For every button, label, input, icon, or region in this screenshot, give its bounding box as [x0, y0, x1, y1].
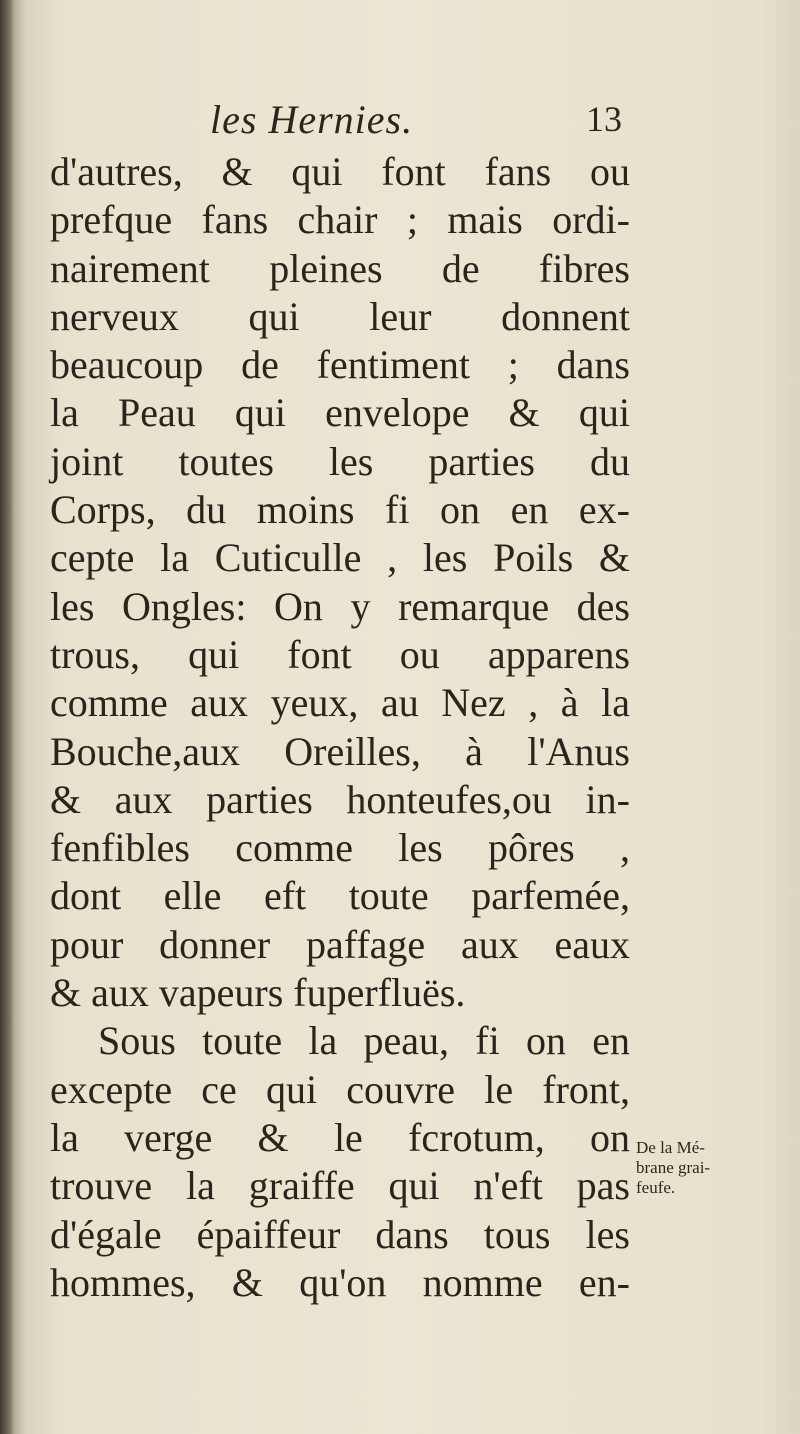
- text-line: joint toutes les parties du: [50, 438, 630, 484]
- text-line: & aux parties honteufes,ou in-: [50, 776, 630, 822]
- marginal-note-line: De la Mé-: [636, 1138, 705, 1157]
- text-line: d'autres, & qui font fans ou: [50, 149, 630, 194]
- marginal-note-line: feufe.: [636, 1178, 676, 1197]
- text-line: les Ongles: On y remarque des: [50, 583, 630, 629]
- marginal-note-line: brane grai-: [636, 1158, 711, 1177]
- text-line: d'égale épaiffeur dans tous les: [50, 1211, 630, 1257]
- text-line: beaucoup de fentiment ; dans: [50, 342, 630, 388]
- text-line: la verge & le fcrotum, on: [50, 1114, 630, 1160]
- text-line: trouve la graiffe qui n'eft pas: [50, 1163, 630, 1209]
- text-line: hommes, & qu'on nomme en-: [50, 1259, 630, 1305]
- page-number: 13: [586, 99, 622, 139]
- running-title: les Hernies.: [210, 97, 414, 142]
- text-line: excepte ce qui couvre le front,: [50, 1066, 630, 1112]
- text-line: pour donner paffage aux eaux: [50, 921, 630, 967]
- paragraph-start-line: Sous toute la peau, fi on en: [98, 1018, 630, 1064]
- text-line: cepte la Cuticulle , les Poils &: [50, 535, 630, 581]
- text-line: Bouche,aux Oreilles, à l'Anus: [50, 728, 630, 774]
- text-line: nairement pleines de fibres: [50, 245, 630, 291]
- text-line: trous, qui font ou apparens: [50, 631, 630, 677]
- text-line: & aux vapeurs fuperfluës.: [50, 970, 466, 1016]
- text-line: prefque fans chair ; mais ordi-: [50, 197, 630, 243]
- text-line: Corps, du moins fi on en ex-: [50, 487, 630, 533]
- text-line: comme aux yeux, au Nez , à la: [50, 680, 630, 726]
- text-line: la Peau qui envelope & qui: [50, 390, 630, 436]
- text-line: dont elle eft toute parfemée,: [50, 873, 630, 919]
- body-text: [50, 148, 630, 1307]
- book-spine-shadow: [0, 0, 14, 1434]
- text-line: fenfibles comme les pôres ,: [50, 825, 630, 871]
- marginal-note: [636, 1138, 786, 1198]
- page-header: [50, 96, 630, 144]
- text-line: nerveux qui leur donnent: [50, 293, 630, 339]
